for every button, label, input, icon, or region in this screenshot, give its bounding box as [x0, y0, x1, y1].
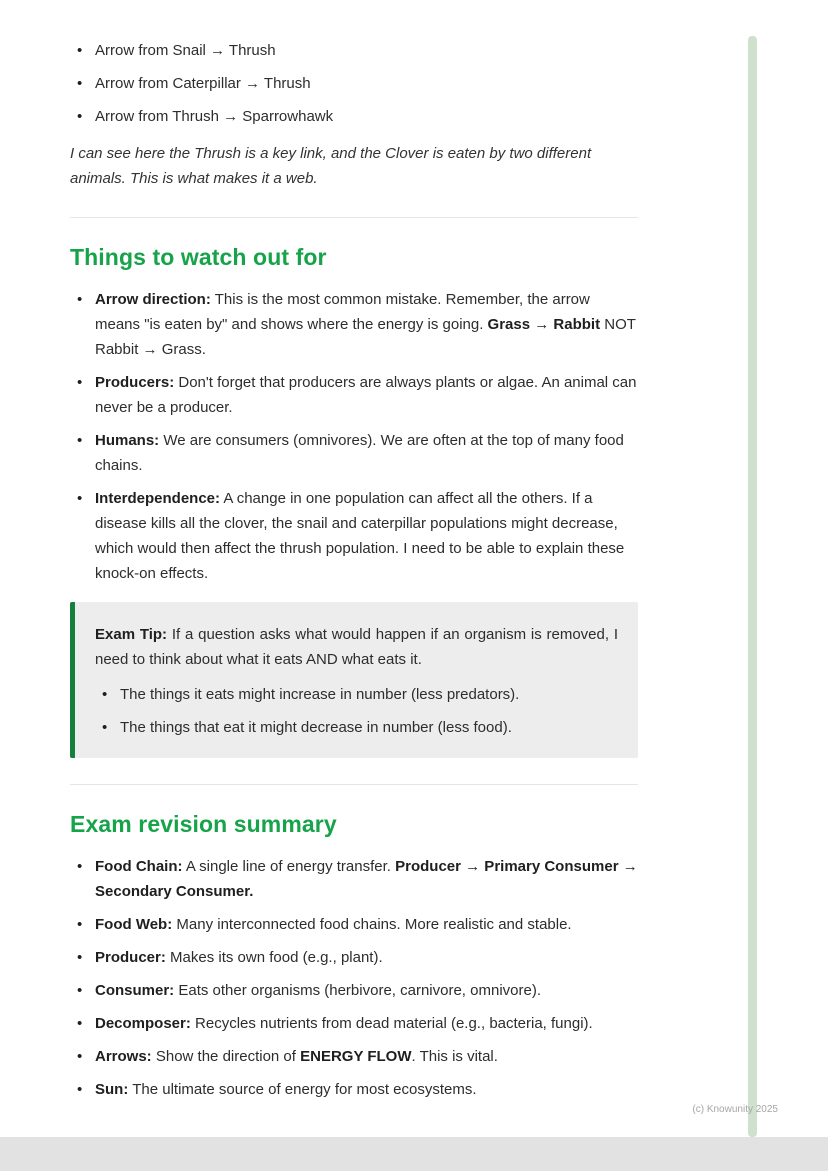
heading-exam-summary: Exam revision summary [70, 811, 337, 837]
list-item-text: Arrow from Thrush → Sparrowhawk [95, 108, 334, 125]
list-item [70, 1044, 638, 1069]
list-item-lead: Humans: [95, 432, 160, 449]
list-item-text: We are consumers (omnivores). We are often at the top of many food chains. [95, 432, 624, 474]
exam-tip-lead: Exam Tip: [95, 626, 168, 643]
arrow-list [70, 38, 638, 129]
reflection-note: I can see here the Thrush is a key link, and the Clover is eaten by two different animals. This is what makes it a web. [70, 145, 592, 187]
list-item-lead: Decomposer: [95, 1015, 191, 1032]
list-item-text: The ultimate source of energy for most ecosystems. [128, 1081, 477, 1098]
list-item-text: Eats other organisms (herbivore, carnivore, omnivore). [174, 982, 541, 999]
list-item-bold: Producer → Primary Consumer → Secondary Consumer. [95, 858, 638, 900]
list-item-lead: Producers: [95, 374, 175, 391]
list-item-bold: ENERGY FLOW [300, 1048, 412, 1065]
list-item-lead: Arrows: [95, 1048, 152, 1065]
list-item [95, 682, 618, 707]
exam-tip-text: If a question asks what would happen if an organism is removed, I need to think about what it eats AND what eats it. [95, 626, 618, 668]
section-divider [70, 217, 638, 218]
list-item [70, 1011, 638, 1036]
list-item-text: Makes its own food (e.g., plant). [165, 949, 383, 966]
list-item [70, 912, 638, 937]
list-item-lead: Producer: [95, 949, 166, 966]
scroll-indicator-bar [748, 36, 757, 1137]
list-item [70, 978, 638, 1003]
list-item-text: Arrow from Caterpillar → Thrush [95, 75, 311, 92]
list-item-text: Arrow from Snail → Thrush [95, 42, 276, 59]
section-divider [70, 784, 638, 785]
list-item [70, 287, 638, 362]
list-item-lead: Arrow direction: [95, 291, 211, 308]
watermark: (c) Knowunity 2025 [692, 1104, 778, 1115]
list-item-text: Recycles nutrients from dead material (e.g., bacteria, fungi). [190, 1015, 593, 1032]
list-item [70, 428, 638, 478]
heading-things-to-watch: Things to watch out for [70, 244, 327, 270]
list-item [70, 854, 638, 904]
list-item-lead: Food Chain: [95, 858, 183, 875]
exam-tip-paragraph [95, 622, 618, 672]
list-item-text: A single line of energy transfer. [182, 858, 396, 875]
list-item [70, 370, 638, 420]
list-item-lead: Food Web: [95, 916, 173, 933]
list-item-text: The things it eats might increase in number (less predators). [120, 686, 520, 703]
summary-list [70, 854, 638, 1102]
list-item [70, 486, 638, 586]
list-item-lead: Interdependence: [95, 490, 221, 507]
list-item-text: This is the most common mistake. Remember, the arrow means "is eaten by" and shows where the energy is going. [95, 291, 590, 333]
list-item-lead: Consumer: [95, 982, 175, 999]
list-item-text: Show the direction of [151, 1048, 301, 1065]
list-item [70, 1077, 638, 1102]
list-item [70, 38, 638, 63]
list-item [70, 104, 638, 129]
exam-tip-callout [70, 602, 638, 758]
list-item-text: A change in one population can affect all the others. If a disease kills all the clover, the snail and caterpillar populations might decrease, which would then affect the thrush population. I need to be able to explain these knock-on effects. [95, 490, 625, 582]
exam-tip-list [95, 682, 618, 740]
list-item [70, 945, 638, 970]
list-item-text: NOT Rabbit → Grass. [95, 316, 636, 358]
list-item-text: Many interconnected food chains. More realistic and stable. [172, 916, 572, 933]
viewer-background [0, 1137, 828, 1171]
list-item [70, 71, 638, 96]
list-item-text: . This is vital. [411, 1048, 498, 1065]
list-item [95, 715, 618, 740]
watch-out-list [70, 287, 638, 586]
list-item-text: The things that eat it might decrease in number (less food). [120, 719, 512, 736]
document-content [70, 38, 638, 1110]
list-item-text: Don't forget that producers are always plants or algae. An animal can never be a producer. [95, 374, 637, 416]
list-item-lead: Sun: [95, 1081, 129, 1098]
list-item-bold: Grass → Rabbit [487, 316, 601, 333]
